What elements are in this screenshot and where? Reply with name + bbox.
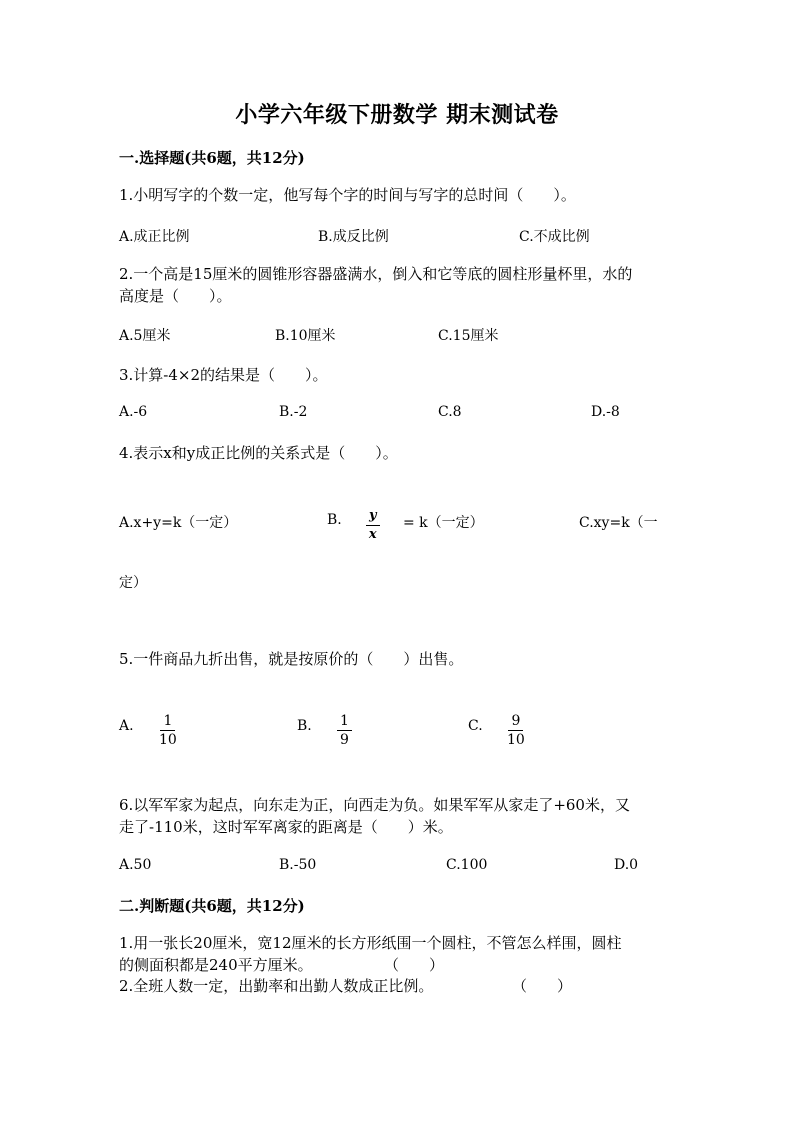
question-6-line1: 6.以军军家为起点，向东走为正，向西走为负。如果军军从家走了+60米，又 [119,796,630,814]
option-a-label: A. [119,718,134,734]
fraction-denominator: 10 [507,732,525,748]
fraction-denominator: x [368,527,377,542]
fraction-denominator: 9 [340,732,349,748]
judgement-2: 2.全班人数一定，出勤率和出勤人数成正比例。 [119,977,434,995]
option-c: C.8 [438,404,462,420]
option-b: B.-50 [279,857,317,873]
fraction-numerator: 1 [160,713,175,731]
judgement-1-line2: 的侧面积都是240平方厘米。 [119,956,313,974]
question-4: 4.表示x和y成正比例的关系式是（ ）。 [119,444,398,462]
option-b: B.-2 [279,404,308,420]
option-a-fraction [159,713,177,748]
judgement-2-answer-blank[interactable]: （ ） [512,977,573,995]
judgement-1-line1: 1.用一张长20厘米，宽12厘米的长方形纸围一个圆柱，不管怎么样围，圆柱 [119,934,622,952]
option-c: C.15厘米 [438,328,499,344]
fraction-numerator: 1 [337,713,352,731]
section-heading-judgement: 二.判断题(共6题，共12分) [119,897,305,915]
fraction-numerator: y [366,508,380,526]
option-a: A.50 [119,857,152,873]
option-c-line1: C.xy=k（一 [579,515,658,531]
question-2-line1: 2.一个高是15厘米的圆锥形容器盛满水，倒入和它等底的圆柱形量杯里，水的 [119,265,633,283]
question-3: 3.计算-4×2的结果是（ ）。 [119,366,328,384]
option-b-equation: = k（一定） [403,515,484,531]
option-b: B.10厘米 [275,328,336,344]
section-heading-choice: 一.选择题(共6题，共12分) [119,149,305,167]
option-b-fraction [337,713,352,748]
option-d: D.-8 [591,404,620,420]
option-c-label: C. [468,718,483,734]
option-b-label: B. [297,718,312,734]
option-b-label: B. [327,512,342,528]
option-d: D.0 [614,857,639,873]
question-1: 1.小明写字的个数一定，他写每个字的时间与写字的总时间（ ）。 [119,186,576,204]
option-b-fraction [366,508,380,543]
option-a: A.-6 [119,404,148,420]
option-a: A.x+y=k（一定） [119,515,238,531]
question-6-line2: 走了-110米，这时军军离家的距离是（ ）米。 [119,818,453,836]
fraction-numerator: 9 [508,713,523,731]
option-c-fraction [507,713,525,748]
option-c: C.100 [446,857,488,873]
question-2-line2: 高度是（ ）。 [119,287,232,305]
option-a: A.成正比例 [119,229,190,245]
question-5: 5.一件商品九折出售，就是按原价的（ ）出售。 [119,650,464,668]
judgement-1-answer-blank[interactable]: （ ） [384,956,445,974]
option-c: C.不成比例 [519,229,590,245]
option-b: B.成反比例 [318,229,389,245]
option-a: A.5厘米 [119,328,171,344]
page-title: 小学六年级下册数学 期末测试卷 [235,102,559,128]
fraction-denominator: 10 [159,732,177,748]
option-c-line2: 定） [119,575,147,591]
